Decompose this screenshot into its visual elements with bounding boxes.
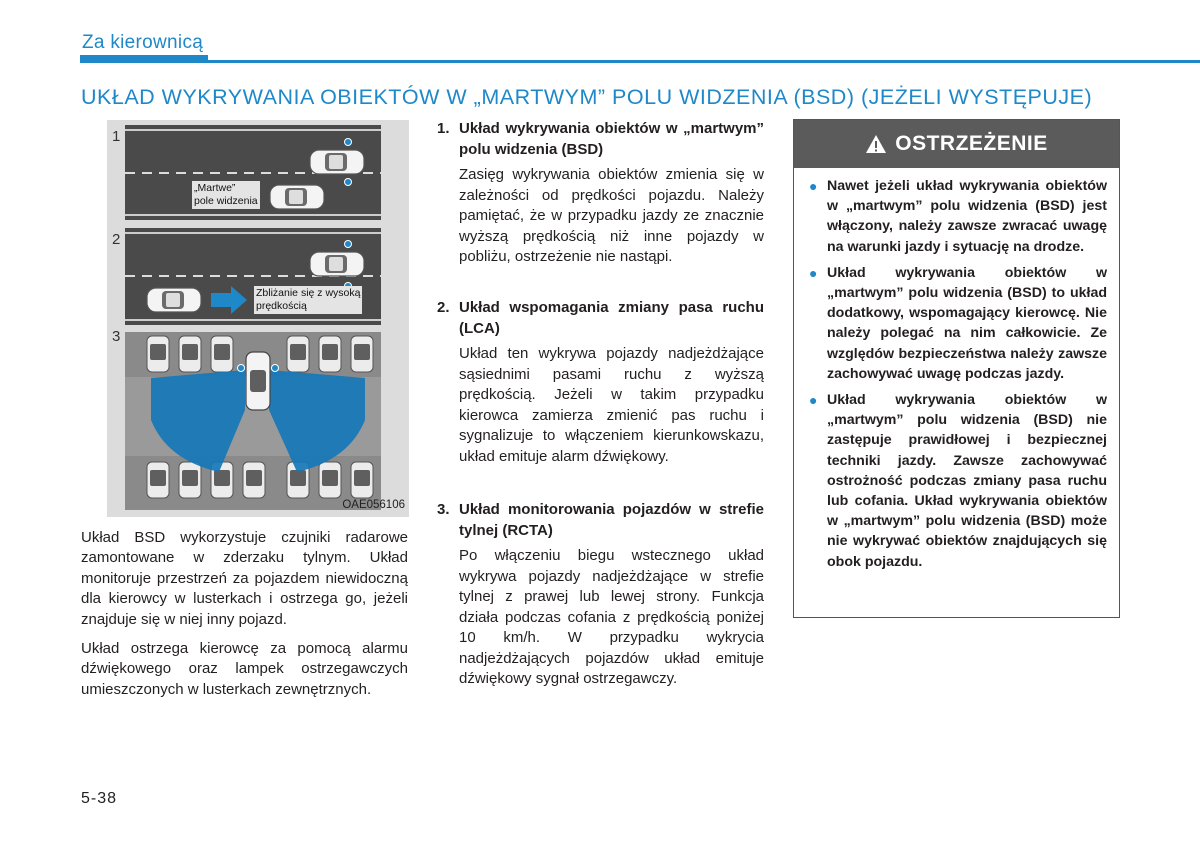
warning-bullet	[806, 263, 1107, 384]
intro-paragraph-1: Układ BSD wykorzystuje czujniki radarowe zamontowane w zderzaku tylnym. Układ monitoruje przestrzeń za pojazdem niewidoczną dla kierowcy w lusterkach i ostrzega go, jeżeli znajduje się w niej inny pojazd.	[81, 529, 408, 628]
warning-bullet-text: Nawet jeżeli układ wykrywania obiektów w „martwym” polu widzenia (BSD) jest włączony, należy zawsze zwracać uwagę na warunki jazdy i sytuację na drodze.	[827, 178, 1107, 255]
item-number: 3.	[437, 501, 450, 518]
item-rcta	[437, 500, 764, 690]
item-title: Układ monitorowania pojazdów w strefie tylnej (RCTA)	[459, 501, 764, 539]
approach-label	[254, 286, 362, 314]
warning-box	[793, 119, 1120, 618]
intro-paragraph-2: Układ ostrzega kierowcę za pomocą alarmu dźwiękowego oraz lampek ostrzegawczych umieszczonych w lusterkach zewnętrznych.	[81, 640, 408, 698]
warning-header	[794, 120, 1119, 168]
dead-zone-label	[192, 181, 260, 209]
warning-bullet-text: Układ wykrywania obiektów w „martwym” polu widzenia (BSD) to układ dodatkowy, wspomagający kierowcę. Nie należy polegać na nim całkowicie. Ze względów bezpieczeństwa należy zawsze zachowywać uwagę podczas jazdy.	[827, 264, 1107, 382]
header-rule	[80, 60, 1200, 63]
item-description: Po włączeniu biegu wstecznego układ wykrywa pojazdy nadjeżdżające w strefie tylnej z prawej lub lewej strony. Funkcja działa podczas cofania z prędkością poniżej 10 km/h. W przypadku wykrycia nadjeżdżających pojazdów układ emituje dźwiękowy sygnał ostrzegawczy.	[459, 547, 764, 687]
warning-title: OSTRZEŻENIE	[895, 132, 1048, 155]
dead-zone-label-line-1: „Martwe”	[194, 182, 236, 194]
dead-zone-label-line-2: pole widzenia	[194, 195, 258, 207]
page-title: UKŁAD WYKRYWANIA OBIEKTÓW W „MARTWYM” POLU WIDZENIA (BSD) (JEŻELI WYSTĘPUJE)	[81, 85, 1093, 109]
item-description: Zasięg wykrywania obiektów zmienia się w zależności od prędkości pojazdu. Należy pamiętać, że w przypadku jazdy ze znacznie wyższą prędkością niż inne pojazdy w pobliżu, ostrzeżenie nie nastąpi.	[459, 166, 764, 265]
item-bsd	[437, 119, 764, 268]
figure-number-2: 2	[112, 231, 121, 248]
figure-code: OAE056106	[342, 499, 405, 511]
bullet-icon: ●	[809, 392, 818, 409]
figure-number-1: 1	[112, 128, 121, 145]
item-number: 1.	[437, 120, 450, 137]
page-number: 5-38	[81, 790, 118, 807]
item-title: Układ wspomagania zmiany pasa ruchu (LCA)	[459, 299, 764, 337]
item-lca	[437, 298, 764, 467]
bsd-illustration	[107, 120, 409, 517]
section-header: Za kierownicą	[82, 32, 204, 53]
item-title: Układ wykrywania obiektów w „martwym” polu widzenia (BSD)	[459, 120, 764, 158]
intro-text	[81, 528, 408, 709]
warning-triangle-icon	[865, 134, 887, 154]
item-number: 2.	[437, 299, 450, 316]
approach-label-line-1: Zbliżanie się z wysoką	[256, 287, 361, 299]
bsd-diagram	[107, 120, 409, 517]
figure-number-3: 3	[112, 328, 121, 345]
bullet-icon: ●	[809, 178, 818, 194]
warning-bullet-text: Układ wykrywania obiektów w „martwym” polu widzenia (BSD) nie zastępuje prawidłowej i bezpiecznej techniki jazdy. Zawsze zachowywać ostrożność podczas zmiany pasa ruchu lub cofania. Układ wykrywania obiektów w „martwym” polu widzenia (BSD) może nie wykrywać obiektów znajdujących się obok pojazdu.	[827, 392, 1107, 570]
warning-bullet	[806, 176, 1107, 257]
approach-label-line-2: prędkością	[256, 300, 307, 312]
bullet-icon: ●	[809, 264, 818, 281]
warning-list	[794, 168, 1119, 572]
item-description: Układ ten wykrywa pojazdy nadjeżdżające sąsiednimi pasami ruchu z wyższą prędkością. Jeżeli w takim przypadku kierowca zamierza zmienić pas ruchu i sygnalizuje to włączeniem kierunkowskazu, układ emituje alarm dźwiękowy.	[459, 345, 764, 465]
warning-bullet	[806, 390, 1107, 572]
